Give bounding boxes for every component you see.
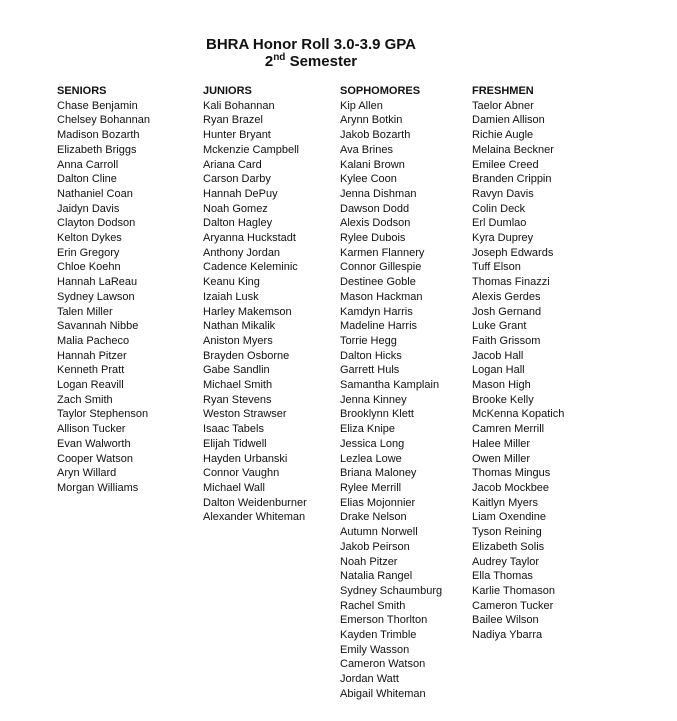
student-name: Eliza Knipe: [340, 423, 396, 436]
student-name: Natalia Rangel: [340, 570, 413, 583]
student-name: Jakob Bozarth: [340, 129, 411, 142]
subtitle-text: Semester: [285, 53, 358, 70]
student-name: Jordan Watt: [340, 673, 399, 686]
column-header: JUNIORS: [203, 85, 252, 97]
student-name: Weston Strawser: [203, 408, 287, 421]
student-name: Emerson Thorlton: [340, 614, 428, 627]
student-name: Jakob Peirson: [340, 540, 410, 553]
student-name: Lezlea Lowe: [340, 452, 402, 465]
student-name: Taylor Stephenson: [57, 408, 149, 421]
student-name: Elias Mojonnier: [340, 496, 416, 509]
student-name: Joseph Edwards: [472, 246, 554, 259]
student-name: Karlie Thomason: [472, 584, 555, 597]
student-name: Ryan Stevens: [203, 393, 272, 406]
student-name: Michael Smith: [203, 379, 273, 392]
student-name: Hayden Urbanski: [203, 452, 288, 465]
student-name: Kylee Coon: [340, 173, 397, 186]
student-name: Cooper Watson: [57, 452, 134, 465]
student-name: Destinee Goble: [340, 276, 416, 289]
student-name: Logan Reavill: [57, 379, 124, 392]
student-name: Nathaniel Coan: [57, 187, 133, 200]
column-header: SOPHOMORES: [340, 85, 421, 97]
student-name: Kalani Brown: [340, 158, 405, 171]
student-name: Keanu King: [203, 276, 260, 289]
student-name: Michael Wall: [203, 481, 265, 494]
student-name: Morgan Williams: [57, 481, 139, 494]
student-name: Nadiya Ybarra: [472, 629, 543, 642]
student-name: Faith Grissom: [472, 334, 541, 347]
student-name: Tuff Elson: [472, 261, 521, 274]
column-header: SENIORS: [57, 85, 107, 97]
student-name: Colin Deck: [472, 202, 526, 215]
student-name: Alexander Whiteman: [203, 511, 306, 524]
document-title: BHRA Honor Roll 3.0-3.9 GPA: [205, 36, 417, 53]
student-name: Jacob Mockbee: [472, 481, 550, 494]
student-name: Mason High: [472, 379, 531, 392]
student-name: Branden Crippin: [472, 173, 552, 186]
student-name: Noah Pitzer: [340, 555, 398, 568]
student-name: Aryanna Huckstadt: [203, 232, 296, 245]
student-name: Hannah DePuy: [203, 187, 278, 200]
student-name: Liam Oxendine: [472, 511, 546, 524]
student-name: Drake Nelson: [340, 511, 407, 524]
student-name: Elizabeth Briggs: [57, 143, 137, 156]
subtitle-number: 2: [264, 53, 274, 70]
student-name: Connor Vaughn: [203, 467, 280, 480]
student-name: Camren Merrill: [472, 423, 545, 436]
student-name: Malia Pacheco: [57, 334, 130, 347]
student-name: Gabe Sandlin: [203, 364, 270, 377]
student-name: Nathan Mikalik: [203, 320, 276, 333]
column-sophomores: [340, 84, 472, 702]
student-name: Bailee Wilson: [472, 614, 539, 627]
student-name: Richie Augle: [472, 129, 534, 142]
student-name: Kip Allen: [340, 99, 383, 112]
student-name: Kelton Dykes: [57, 232, 122, 245]
student-name: Jenna Kinney: [340, 393, 407, 406]
student-name: Ava Brines: [340, 143, 393, 156]
column-juniors: [203, 84, 340, 702]
student-name: Ariana Card: [203, 158, 262, 171]
student-name: Dalton Hicks: [340, 349, 402, 362]
student-name: Anna Carroll: [57, 158, 119, 171]
student-name: Kayden Trimble: [340, 629, 417, 642]
student-name: Emily Wasson: [340, 643, 410, 656]
student-name: Kali Bohannan: [203, 99, 275, 112]
student-name: Kyra Duprey: [472, 232, 534, 245]
student-name: Dawson Dodd: [340, 202, 410, 215]
student-name: Melaina Beckner: [472, 143, 554, 156]
student-name: Owen Miller: [472, 452, 531, 465]
student-name: Cameron Watson: [340, 658, 426, 671]
student-name: Hannah Pitzer: [57, 349, 127, 362]
student-name: Elizabeth Solis: [472, 540, 545, 553]
student-name: Chloe Koehn: [57, 261, 121, 274]
student-name: Elijah Tidwell: [203, 437, 267, 450]
student-name: Chase Benjamin: [57, 99, 138, 112]
student-name: Chelsey Bohannan: [57, 114, 150, 127]
student-name: Garrett Huls: [340, 364, 400, 377]
student-name: Audrey Taylor: [472, 555, 540, 568]
student-name: Jaidyn Davis: [57, 202, 120, 215]
student-name: Hannah LaReau: [57, 276, 138, 289]
student-name: Ryan Brazel: [203, 114, 263, 127]
student-name: Halee Miller: [472, 437, 531, 450]
student-name: Dalton Hagley: [203, 217, 273, 230]
student-name: Thomas Finazzi: [472, 276, 550, 289]
student-name: Damien Allison: [472, 114, 545, 127]
student-name: Clayton Dodson: [57, 217, 136, 230]
student-name: Jessica Long: [340, 437, 405, 450]
student-name: Ella Thomas: [472, 570, 533, 583]
student-name: Jenna Dishman: [340, 187, 417, 200]
student-name: Arynn Botkin: [340, 114, 403, 127]
student-name: Abigail Whiteman: [340, 687, 426, 700]
student-name: Evan Walworth: [57, 437, 131, 450]
student-name: Allison Tucker: [57, 423, 126, 436]
student-name: Thomas Mingus: [472, 467, 551, 480]
student-name: Rylee Merrill: [340, 481, 402, 494]
student-name: Logan Hall: [472, 364, 525, 377]
student-name: Harley Makemson: [203, 305, 292, 318]
student-name: Isaac Tabels: [203, 423, 264, 436]
column-seniors: [57, 84, 203, 702]
student-name: Taelor Abner: [472, 99, 534, 112]
student-name: Madison Bozarth: [57, 129, 140, 142]
student-name: Izaiah Lusk: [203, 290, 259, 303]
student-name: Kamdyn Harris: [340, 305, 413, 318]
student-name: Noah Gomez: [203, 202, 268, 215]
column-freshmen: [472, 84, 565, 702]
student-name: Zach Smith: [57, 393, 113, 406]
student-name: Rylee Dubois: [340, 232, 406, 245]
student-name: Jacob Hall: [472, 349, 524, 362]
student-name: Mckenzie Campbell: [203, 143, 299, 156]
student-name: Erin Gregory: [57, 246, 120, 259]
subtitle-ordinal: nd: [273, 52, 286, 63]
student-name: Erl Dumlao: [472, 217, 527, 230]
student-name: Briana Maloney: [340, 467, 417, 480]
student-name: Karmen Flannery: [340, 246, 425, 259]
student-name: Connor Gillespie: [340, 261, 422, 274]
student-name: Sydney Schaumburg: [340, 584, 443, 597]
student-name: Savannah Nibbe: [57, 320, 139, 333]
student-name: Cameron Tucker: [472, 599, 554, 612]
student-name: Aniston Myers: [203, 334, 273, 347]
student-name: Samantha Kamplain: [340, 379, 440, 392]
student-name: Brooke Kelly: [472, 393, 534, 406]
student-name: Luke Grant: [472, 320, 527, 333]
student-name: Madeline Harris: [340, 320, 418, 333]
student-name: Kaitlyn Myers: [472, 496, 539, 509]
student-name: Aryn Willard: [57, 467, 117, 480]
student-name: Talen Miller: [57, 305, 113, 318]
document-content: [57, 0, 565, 702]
student-name: Carson Darby: [203, 173, 271, 186]
student-name: Sydney Lawson: [57, 290, 135, 303]
student-name: Dalton Cline: [57, 173, 117, 186]
student-name: Brayden Osborne: [203, 349, 290, 362]
student-name: Dalton Weidenburner: [203, 496, 307, 509]
student-name: Rachel Smith: [340, 599, 406, 612]
student-name: Torrie Hegg: [340, 334, 397, 347]
student-name: Tyson Reining: [472, 526, 542, 539]
student-name: Autumn Norwell: [340, 526, 418, 539]
student-name: Emilee Creed: [472, 158, 539, 171]
student-name: Cadence Keleminic: [203, 261, 298, 274]
student-name: Alexis Dodson: [340, 217, 411, 230]
student-name: Josh Gernand: [472, 305, 542, 318]
student-name: Ravyn Davis: [472, 187, 534, 200]
title-block: [57, 36, 565, 70]
student-name: Brooklynn Klett: [340, 408, 414, 421]
student-name: Hunter Bryant: [203, 129, 271, 142]
document-subtitle: [57, 53, 565, 70]
student-name: Kenneth Pratt: [57, 364, 125, 377]
column-header: FRESHMEN: [472, 85, 534, 97]
student-name: McKenna Kopatich: [472, 408, 565, 421]
columns-container: [57, 84, 565, 702]
student-name: Anthony Jordan: [203, 246, 281, 259]
student-name: Alexis Gerdes: [472, 290, 541, 303]
student-name: Mason Hackman: [340, 290, 423, 303]
